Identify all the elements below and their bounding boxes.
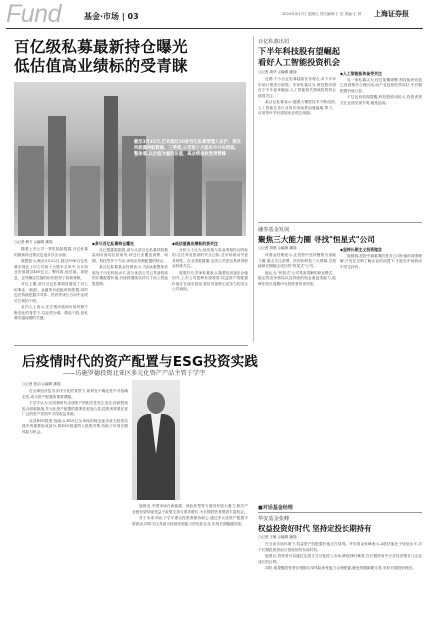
paragraph: 业内人士表示,在宏观环境和市场风格不断变化的背景下,以业绩为锚、精选个股,是私募穿越周期的关键。 [14,305,88,320]
paragraph: 在全球经济复苏步伐分化的背景下,如何在不确定性中寻找确定性,成为资产配置的重要课题。 [22,389,128,399]
right-top-byline: ○记者 周华 ◎编辑 潘翔 [258,70,297,74]
right-top-kicker: 百亿私募出招 [258,39,290,45]
paragraph: 在当前市场环境下,权益资产的配置价值正在显现。华安基金张峰表示,A股估值处于较低水平,对于长期投资者而言是较好的布局时机。 [258,542,422,552]
right-top-column-2 [340,70,422,217]
section-subhead: ◆坚持长期主义投资理念 [340,247,382,252]
paragraph: 他强调,投资中最重要的是对公司价值的深度理解,只有在足够了解企业的前提下,才能在市场波动中坚定持有。 [340,253,422,269]
right-top-title-line1: 下半年科技股有望崛起 [258,46,340,56]
top-story-title-line2: 低估值高业绩标的受青睐 [14,57,188,75]
paragraph: 他建议,投资者可以通过定投方式分批进入市场,降低择时难度,在长期持有中分享经济增长与企业成长的红利。 [258,554,422,564]
mid-story-byline: ○记者 张羽 ◎编辑 潘翔 [22,382,61,386]
paragraph: 分析人士认为,低估值与高业绩相结合的标的,往往具有更高的安全边际,在市场波动中更具韧性。在业绩披露期,这类公司更容易获得资金持续关注。 [172,247,248,268]
paragraph: 对比上期,部分百亿私募明显增加了对公用事业、能源、金融等价值板块的配置,同时也在持续挖掘半导体、医药等成长方向中业绩可兑现的个股。 [14,282,88,303]
paragraph: 近期,不少百亿私募陆续发布观点,对下半年市场行情进行展望。多家私募认为,科技股有望在下半年迎来崛起,人工智能相关领域投资机会值得关注。 [258,77,336,98]
issue-date: 2024年4月7日 星期日 责任编辑:王 页 美编:王 婷 [282,12,362,16]
right-bottom-byline: ○记者 王敏 ◎编辑 潘翔 [258,535,297,539]
section-subhead: ◆低估值高业绩标的获关注 [172,241,218,246]
right-mid-column-2 [340,246,422,498]
top-story-photo [14,82,246,236]
right-bottom-section-label: ■对话基金经理 [258,505,293,511]
paragraph: 另一家私募认为,经过前期调整,科技板块估值已回到相对合理区间,而产业趋势依然向好,中长期配置价值凸显。 [340,77,422,93]
column-divider [253,36,254,342]
paragraph: 数据显示,截至3月22日,超过50家百亿私募出现在上市公司前十大股东名单中,合计持仓市值超过400亿元。整体看,低估值、高股息、业绩确定性强的标的获得了机构青睐。 [14,259,88,280]
section-subhead: ◆多只百亿私募持仓曝光 [92,241,134,246]
header-rule [6,28,423,29]
right-top-column-1 [258,77,336,217]
newspaper-brand: 上海证券报 [374,9,409,18]
right-mid-byline: ○记者 刘晨 ◎编辑 潘翔 [258,246,297,250]
mid-story-subtitle: ——访施罗德投资北亚区多元化资产产品主管于学宇 [63,370,206,377]
right-top-title-line2: 看好人工智能投资机会 [258,57,340,67]
right-mid-column-1 [258,253,336,498]
paragraph: 从已披露数据看,部分头部百亿私募持股数量和市值均位居前列,持仓行业覆盖消费、周期、科技等多个方向,体现出均衡配置的特点。 [92,247,168,263]
paragraph: 于学宇认为,后疫情时代全球资产的相关性发生变化,传统股债组合面临挑战,多元化资产配置的重要性愈加凸显,投资者需要在更广泛的资产类别中寻找收益来源。 [22,401,128,416]
right-mid-kicker: 融券基金发展 [258,227,290,233]
paragraph: 随着上市公司一季报陆续披露,百亿私募的最新持仓情况也逐步浮出水面。 [14,247,88,257]
section-divider [258,512,422,513]
paragraph: 谈及ESG投资,他表示,ESG已从单纯的理念逐步成为投资实践中的重要组成部分,将ESG因素纳入投资决策,有助于识别长期风险与机会。 [22,418,128,434]
section-label: 基金·市场 | 03 [84,12,139,21]
paragraph: 他认为,"恒星式"公司具备清晰的商业模式、稳定的竞争格局以及持续的现金流创造能力,能够在较长周期内为投资者带来回报。 [258,270,336,286]
interviewee-portrait [132,380,180,500]
top-story-column-1 [14,247,88,342]
top-story-byline: ○记者 韩方 ◎编辑 潘翔 [14,240,53,244]
section-divider [14,345,248,346]
paragraph: 某百亿私募表示,随着大模型技术不断成熟,人工智能在各行业的应用场景加速落地,算力、应用等环节有望迎来业绩兑现期。 [258,100,336,115]
mid-story-column-1 [22,389,128,619]
paragraph: 该基金经理表示,在投资中坚持聚焦自身能力圈,重点关注消费、医药和科技三大领域,寻找能够长期稳定成长的"恒星式"公司。 [258,253,336,268]
paragraph: 展望后市,多家私募表示,随着经济逐步企稳回升,上市公司盈利有望改善,权益资产的配置价值正在逐步显现,看好具备核心竞争力的龙头公司表现。 [172,270,248,291]
top-story-column-2 [92,240,168,342]
section-divider [258,222,422,223]
masthead [0,0,429,30]
right-bottom-kicker: 华安基金张峰 [258,516,290,522]
paragraph: 对于未来市场,于学宇建议投资者保持耐心,通过多元化资产配置平滑波动,同时关注具备可持续发展能力的优质企业,实现长期稳健回报。 [132,516,248,526]
section-subhead: ◆人工智能板块备受关注 [340,71,382,76]
right-bottom-body [258,542,422,619]
paragraph: 不过也有机构提醒,科技股波动较大,投资者需关注业绩兑现节奏,避免追高。 [340,95,422,105]
top-story-column-3 [172,240,248,342]
top-photo-caption: 截至3月22日,已有超过50家百亿私募管理人在沪、深交所披露持股数据。三季度,公司前十大股东中分布明显。整体看,以价值为重的估值、高业绩板块受到青睐 [134,140,241,157]
fund-wordmark: Fund [6,0,61,28]
top-story-title-line1: 百亿级私募最新持仓曝光 [14,38,188,56]
paragraph: 某百亿私募基金经理表示,当前A股整体估值处于历史较低水平,部分优质公司已具备较高的长期配置价值,后续将继续坚持自下而上的选股思路。 [92,265,168,286]
mid-story-column-2 [132,504,248,619]
right-mid-title: 聚焦三大能力圈 寻找"恒星式"公司 [258,235,375,244]
paragraph: 他指出,中国市场在新能源、绿色转型等方面具有较大潜力,相关产业链有望持续受益于政策支持与需求增长,为长期投资者提供丰富机会。 [132,504,248,514]
right-bottom-title: 权益投资好时代 坚持定投长期持有 [258,524,372,533]
mid-story-title: 后疫情时代的资产配置与ESG投资实践 [22,354,259,370]
paragraph: 同时,他提醒投资者应根据自身风险承受能力合理配置,避免短期频繁交易,坚持长期投资理念。 [265,566,417,570]
